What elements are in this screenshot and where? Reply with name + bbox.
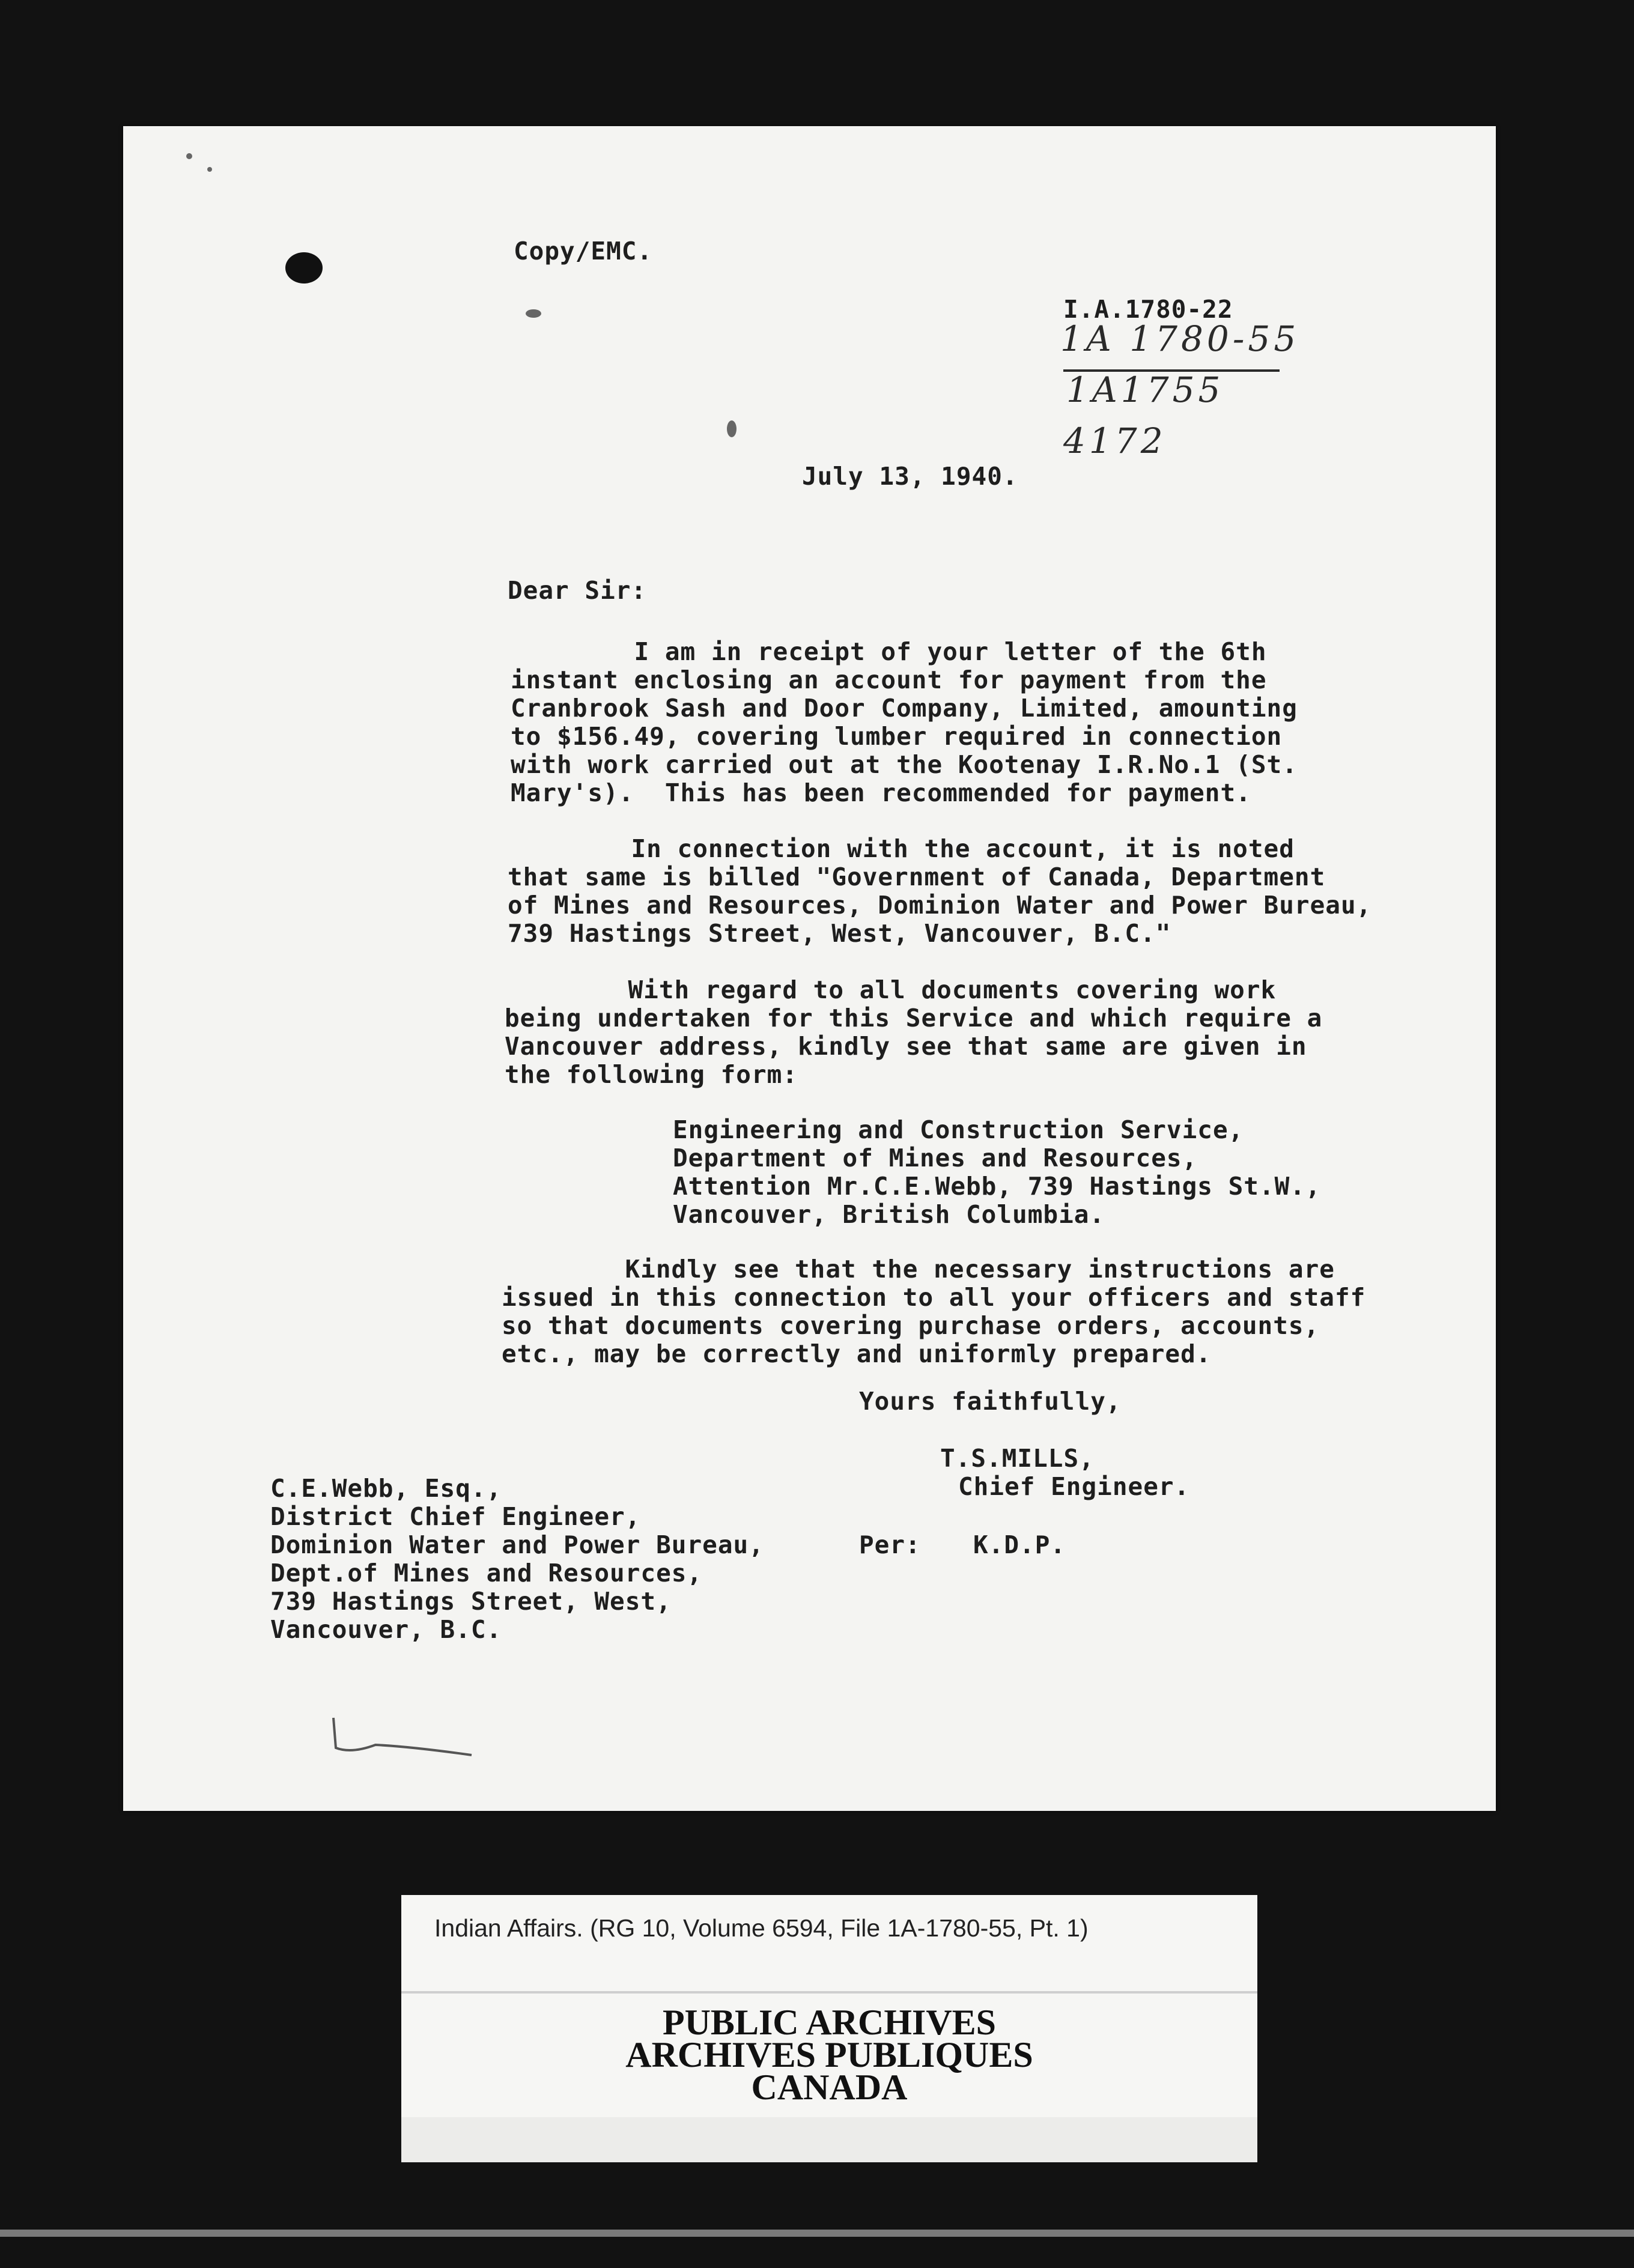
body-line: Cranbrook Sash and Door Company, Limited, amounting: [511, 694, 1298, 723]
body-line: to $156.49, covering lumber required in connection: [511, 722, 1283, 751]
stamp-line: CANADA: [751, 2067, 908, 2107]
recipient-line: Dept.of Mines and Resources,: [270, 1559, 703, 1587]
body-line: that same is billed "Government of Canada, Department: [508, 863, 1326, 891]
archive-citation: Indian Affairs. (RG 10, Volume 6594, File 1A-1780-55, Pt. 1): [434, 1914, 1089, 1942]
recipient-line: 739 Hastings Street, West,: [270, 1587, 672, 1616]
handwritten-file-number: 1A 1780-55: [1060, 318, 1300, 359]
archive-stamp: [401, 2003, 1257, 2107]
body-line: the following form:: [505, 1060, 798, 1089]
body-line: Vancouver address, kindly see that same are given in: [505, 1032, 1307, 1061]
copy-mark: Copy/EMC.: [514, 237, 653, 265]
signatory-title: Chief Engineer.: [958, 1472, 1190, 1501]
letter-date: July 13, 1940.: [802, 462, 1018, 491]
frame-bottom-rule: [0, 2230, 1634, 2237]
speck-mark: [207, 167, 212, 172]
address-line: Attention Mr.C.E.Webb, 739 Hastings St.W.,: [673, 1172, 1321, 1201]
recipient-line: District Chief Engineer,: [270, 1502, 641, 1531]
recipient-line: C.E.Webb, Esq.,: [270, 1474, 502, 1503]
body-line: so that documents covering purchase orders, accounts,: [502, 1311, 1320, 1340]
body-line: being undertaken for this Service and which require a: [505, 1004, 1323, 1032]
label-lower-band: [401, 2117, 1257, 2162]
body-line: of Mines and Resources, Dominion Water and Power Bureau,: [508, 891, 1372, 920]
body-line: Kindly see that the necessary instructions are: [502, 1255, 1335, 1284]
body-line: I am in receipt of your letter of the 6th: [511, 637, 1267, 666]
speck-mark: [526, 309, 541, 318]
body-line: instant enclosing an account for payment from the: [511, 666, 1267, 694]
ink-blot: [285, 252, 323, 284]
pencil-mark: [327, 1712, 508, 1760]
per-label: Per:: [859, 1530, 921, 1559]
per-initials: K.D.P.: [973, 1530, 1066, 1559]
handwritten-file-number-2: 1A1755: [1066, 369, 1224, 410]
stamp-line: PUBLIC ARCHIVES: [662, 2003, 997, 2042]
stamp-line: ARCHIVES PUBLIQUES: [625, 2035, 1033, 2075]
body-line: with work carried out at the Kootenay I.R.No.1 (St.: [511, 750, 1298, 779]
archive-label: [401, 1895, 1257, 2162]
recipient-line: Dominion Water and Power Bureau,: [270, 1530, 764, 1559]
closing: Yours faithfully,: [859, 1387, 1122, 1416]
letter-page: [123, 126, 1496, 1811]
salutation: Dear Sir:: [508, 576, 647, 605]
body-line: With regard to all documents covering work: [505, 975, 1277, 1004]
speck-mark: [727, 420, 737, 437]
signatory-name: T.S.MILLS,: [940, 1444, 1095, 1473]
body-line: etc., may be correctly and uniformly prepared.: [502, 1339, 1212, 1368]
body-line: In connection with the account, it is noted: [508, 834, 1295, 863]
label-divider: [401, 1991, 1257, 1994]
address-line: Engineering and Construction Service,: [673, 1115, 1244, 1144]
address-line: Department of Mines and Resources,: [673, 1144, 1198, 1172]
handwritten-number: 4172: [1063, 420, 1167, 461]
speck-mark: [186, 153, 192, 159]
address-line: Vancouver, British Columbia.: [673, 1200, 1105, 1229]
recipient-line: Vancouver, B.C.: [270, 1615, 502, 1644]
file-reference: I.A.1780-22: [1063, 295, 1233, 324]
body-line: 739 Hastings Street, West, Vancouver, B.C.": [508, 919, 1171, 948]
body-line: issued in this connection to all your officers and staff: [502, 1283, 1366, 1312]
body-line: Mary's). This has been recommended for payment.: [511, 778, 1251, 807]
